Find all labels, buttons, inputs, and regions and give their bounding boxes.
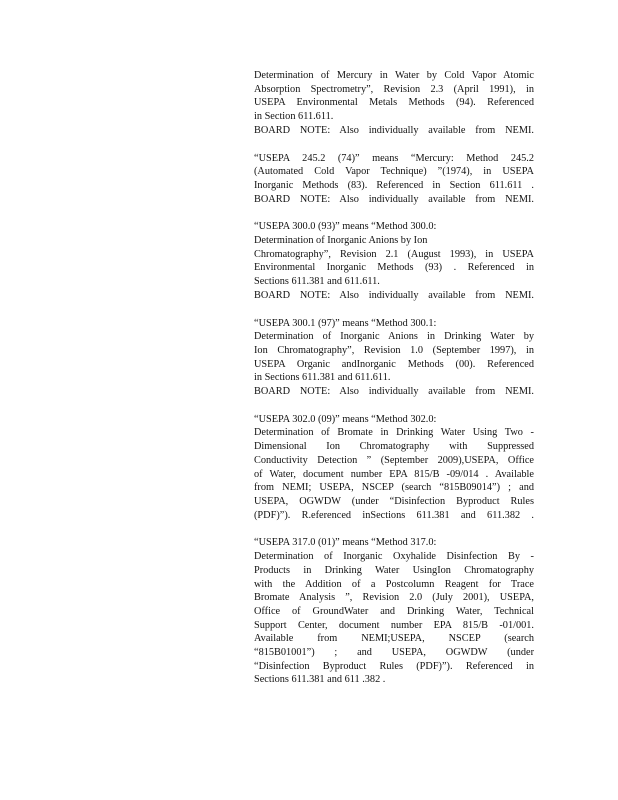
text-line: Products in Drinking Water UsingIon Chromatography xyxy=(254,564,534,576)
board-note: BOARD NOTE: Also individually available from NEMI. xyxy=(254,386,534,398)
text-line: Determination of Mercury in Water by Cold Vapor Atomic xyxy=(254,70,534,81)
entry-heading: “USEPA 300.0 (93)” means “Method 300.0: xyxy=(254,221,437,233)
board-note: BOARD NOTE: Also individually available from NEMI. xyxy=(254,193,534,205)
text-line: of Water, document number EPA 815/B -09/014 . Available xyxy=(254,468,534,480)
text-line: with the Addition of a Postcolumn Reagent for Trace xyxy=(254,578,534,590)
text-line: Determination of Inorganic Anions by Ion xyxy=(254,235,428,247)
text-line: in Section 611.611. xyxy=(254,111,334,123)
text-line: Support Center, document number EPA 815/B -01/001. xyxy=(254,619,534,631)
text-line: Determination of Inorganic Oxyhalide Disinfection By - xyxy=(254,551,534,563)
text-line: Office of GroundWater and Drinking Water, Technical xyxy=(254,605,534,617)
text-line: Environmental Inorganic Methods (93) . Referenced in xyxy=(254,262,534,274)
text-column xyxy=(254,69,534,701)
text-line: Dimensional Ion Chromatography with Suppressed xyxy=(254,441,534,453)
text-line: (PDF)”). R.eferenced inSections 611.381 and 611.382 . xyxy=(254,509,534,521)
text-line: Determination of Inorganic Anions in Drinking Water by xyxy=(254,331,534,343)
text-line: Conductivity Detection ” (September 2009),USEPA, Office xyxy=(254,454,534,466)
entry-usepa-245-2 xyxy=(254,152,534,207)
text-line: Sections 611.381 and 611.611. xyxy=(254,276,380,288)
entry-heading: “USEPA 300.1 (97)” means “Method 300.1: xyxy=(254,317,437,329)
text-line: USEPA, OGWDW (under “Disinfection Byproduct Rules xyxy=(254,495,534,507)
text-line: (Automated Cold Vapor Technique) ”(1974), in USEPA xyxy=(254,166,534,178)
text-line: Ion Chromatography”, Revision 1.0 (September 1997), in xyxy=(254,344,534,356)
text-line: Inorganic Methods (83). Referenced in Section 611.611 . xyxy=(254,179,534,191)
text-line: USEPA Organic andInorganic Methods (00). Referenced xyxy=(254,358,534,370)
entry-usepa-317-0 xyxy=(254,536,534,687)
entry-heading: “USEPA 302.0 (09)” means “Method 302.0: xyxy=(254,413,437,425)
text-line: USEPA Environmental Metals Methods (94). Referenced xyxy=(254,97,534,109)
text-line: in Sections 611.381 and 611.611. xyxy=(254,372,391,384)
text-line: Determination of Bromate in Drinking Water Using Two - xyxy=(254,427,534,439)
board-note: BOARD NOTE: Also individually available from NEMI. xyxy=(254,124,534,136)
text-line: Available from NEMI;USEPA, NSCEP (search xyxy=(254,633,534,645)
board-note: BOARD NOTE: Also individually available from NEMI. xyxy=(254,289,534,301)
entry-usepa-300-0 xyxy=(254,220,534,302)
text-line: “815B01001”) ; and USEPA, OGWDW (under xyxy=(254,647,534,659)
entry-usepa-302-0 xyxy=(254,413,534,523)
entry-usepa-300-1 xyxy=(254,317,534,399)
text-line: “Disinfection Byproduct Rules (PDF)”). Referenced in xyxy=(254,660,534,672)
text-line: Sections 611.381 and 611 .382 . xyxy=(254,674,386,686)
entry-heading: “USEPA 317.0 (01)” means “Method 317.0: xyxy=(254,537,437,549)
text-line: from NEMI; USEPA, NSCEP (search “815B09014”) ; and xyxy=(254,482,534,494)
text-line: Absorption Spectrometry”, Revision 2.3 (April 1991), in xyxy=(254,83,534,95)
entry-usepa-245-1 xyxy=(254,69,534,138)
entry-heading: “USEPA 245.2 (74)” means “Mercury: Method 245.2 xyxy=(254,152,534,164)
text-line: Bromate Analysis ”, Revision 2.0 (July 2001), USEPA, xyxy=(254,592,534,604)
text-line: Chromatography”, Revision 2.1 (August 1993), in USEPA xyxy=(254,248,534,260)
